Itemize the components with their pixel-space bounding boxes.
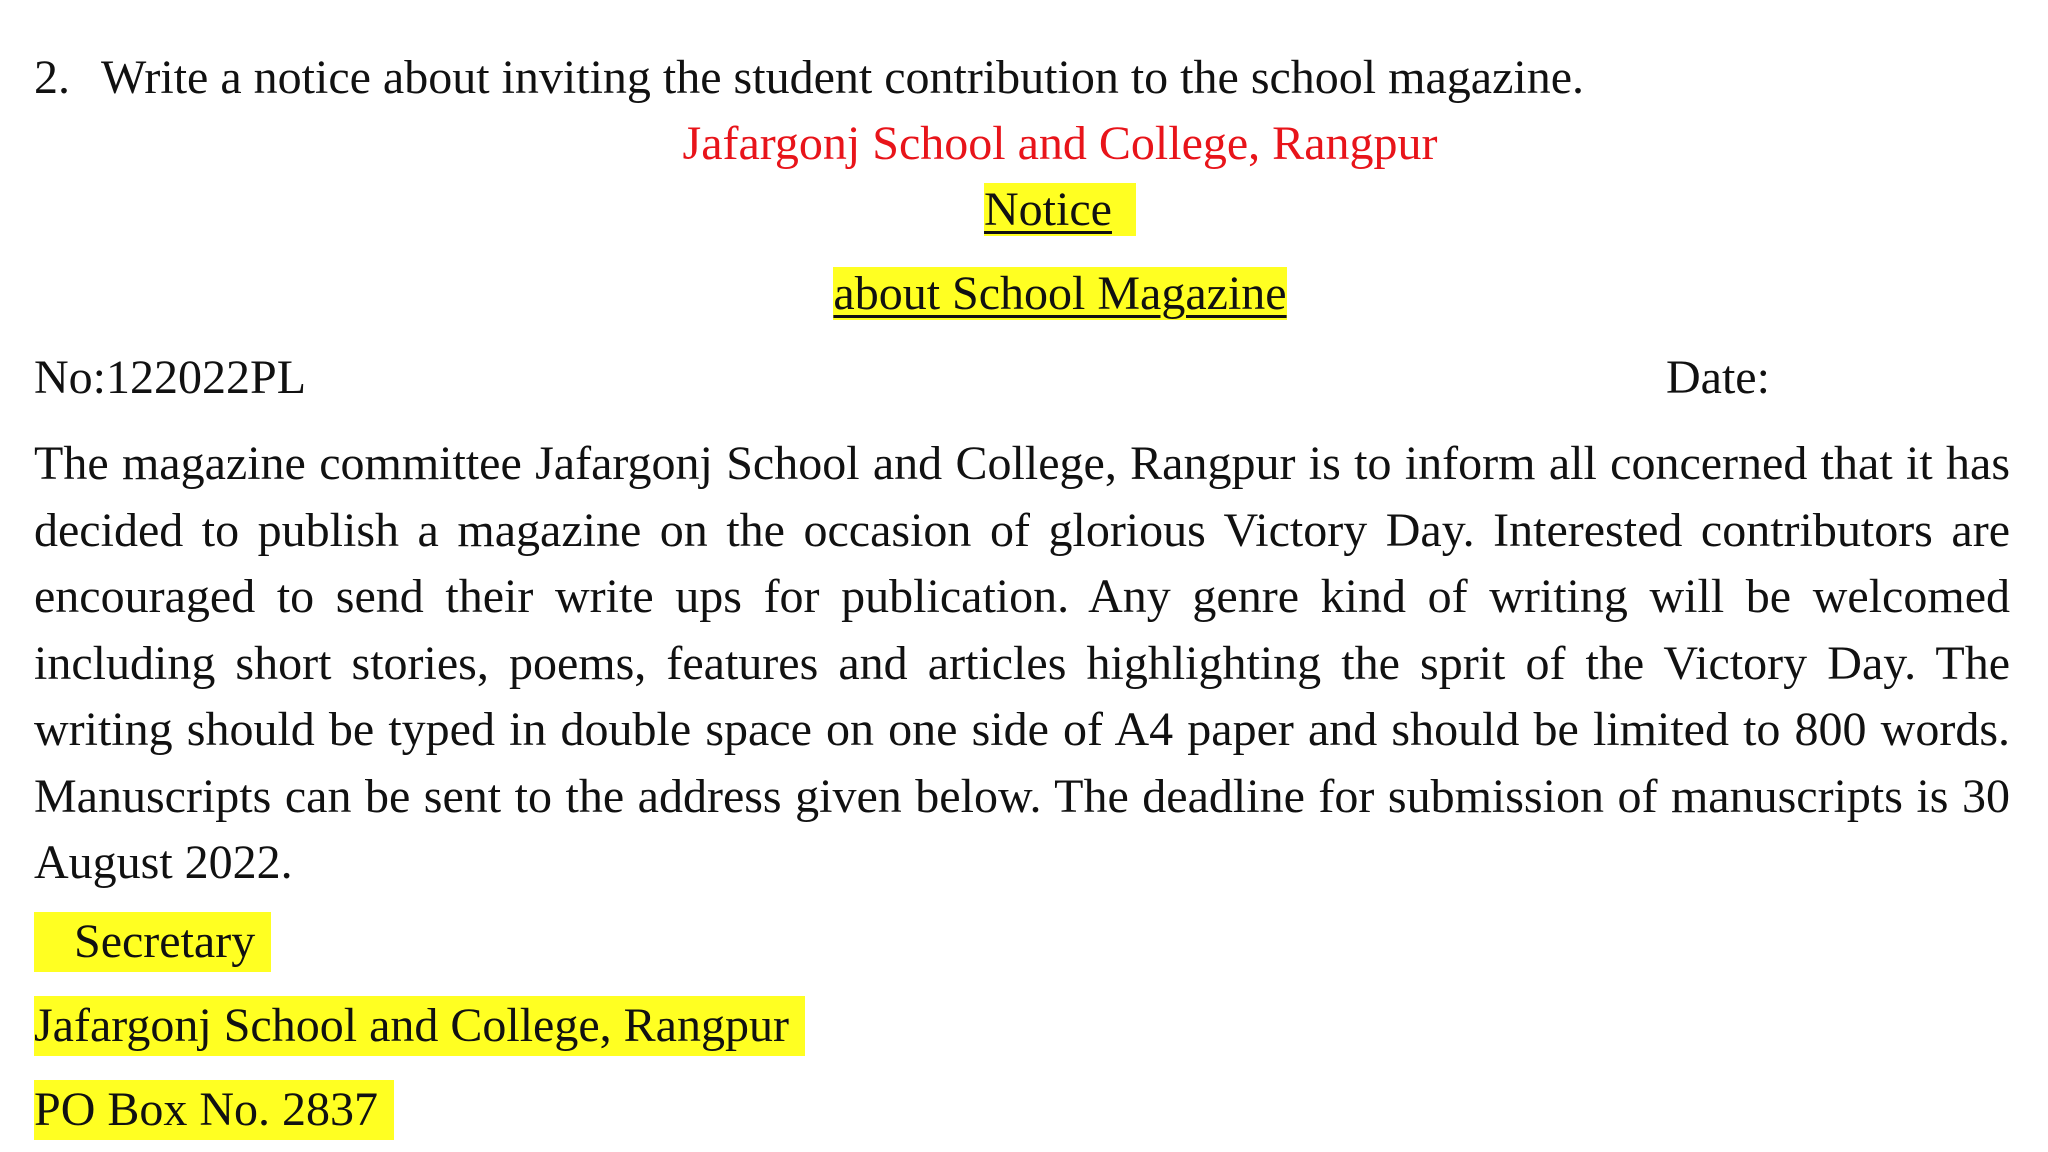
notice-date: Date:	[1666, 351, 1770, 404]
signature-institution: Jafargonj School and College, Rangpur	[34, 996, 805, 1056]
notice-heading-row	[0, 180, 2048, 240]
signature-title: Secretary	[34, 912, 271, 972]
notice-body: The magazine committee Jafargonj School and College, Rangpur is to inform all concerned that it has decided to publish a magazine on the occasion of glorious Victory Day. Interested contributors are encouraged to send their write ups for publication. Any genre kind of writing will be welcomed including short stories, poems, features and articles highlighting the sprit of the Victory Day. The writing should be typed in double space on one side of A4 paper and should be limited to 800 words. Manuscripts can be sent to the address given below. The deadline for submission of manuscripts is 30 August 2022.	[34, 437, 2010, 889]
notice-heading: Notice	[984, 183, 1112, 236]
notice-heading-highlight	[984, 183, 1136, 236]
notice-subheading: about School Magazine	[833, 267, 1287, 320]
question-number: 2.	[34, 51, 70, 104]
question-line	[34, 48, 1584, 108]
school-name-title: Jafargonj School and College, Rangpur	[682, 117, 1438, 170]
notice-subheading-row	[0, 264, 2048, 324]
question-text: Write a notice about inviting the student contribution to the school magazine.	[101, 51, 1585, 104]
notice-number: No:122022PL	[34, 351, 307, 404]
signature-address: PO Box No. 2837	[34, 1080, 394, 1140]
